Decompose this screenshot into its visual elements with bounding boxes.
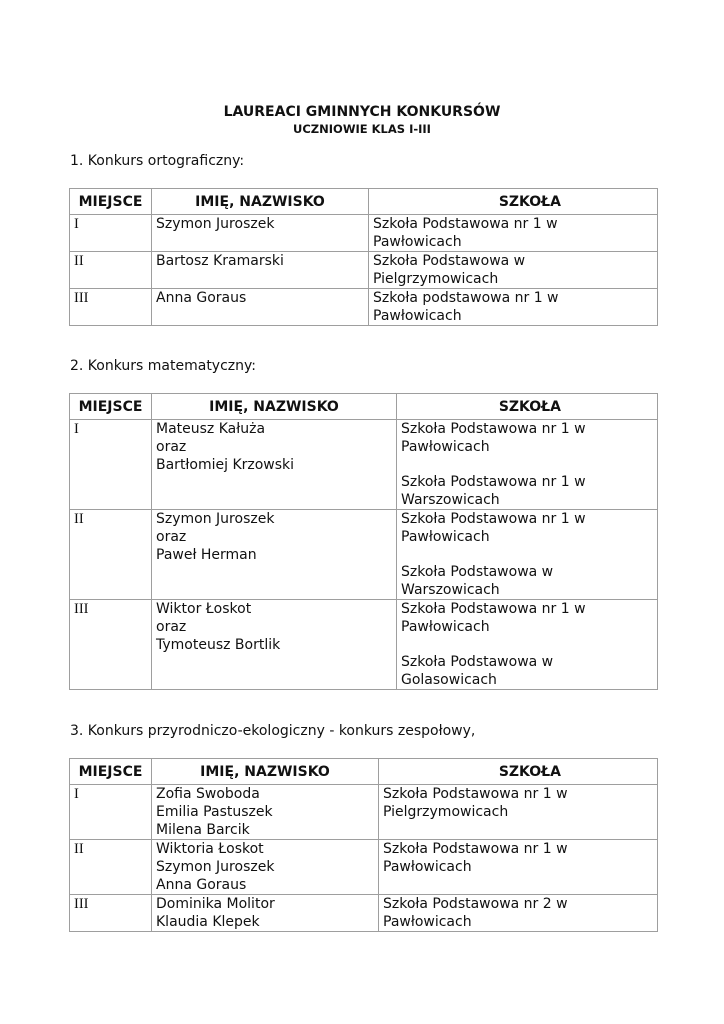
name-line: Milena Barcik (156, 822, 250, 838)
name-cell (152, 895, 379, 932)
column-header-place: MIEJSCE (70, 394, 152, 420)
name-line: oraz (156, 439, 187, 455)
name-cell (152, 785, 379, 840)
name-line: Szymon Juroszek (156, 511, 275, 527)
school-line: Pawłowicach (373, 308, 462, 324)
table-row (70, 289, 658, 326)
name-line: Szymon Juroszek (156, 859, 275, 875)
name-line: Wiktor Łoskot (156, 601, 252, 617)
name-line: Dominika Molitor (156, 896, 275, 912)
name-line: Anna Goraus (156, 290, 247, 306)
column-header-name: IMIĘ, NAZWISKO (152, 759, 379, 785)
name-cell (152, 600, 397, 690)
school-line: Pawłowicach (383, 914, 472, 930)
table-row (70, 252, 658, 289)
place-cell: III (70, 600, 152, 690)
results-table-3 (69, 758, 658, 932)
school-line: Szkoła Podstawowa w (401, 564, 554, 580)
table-row (70, 600, 658, 690)
name-line: Anna Goraus (156, 877, 247, 893)
school-cell (397, 600, 658, 690)
place-cell: II (70, 840, 152, 895)
place-cell: II (70, 510, 152, 600)
school-line: Szkoła Podstawowa nr 1 w (373, 216, 558, 232)
column-header-school: SZKOŁA (397, 394, 658, 420)
school-cell (379, 895, 658, 932)
place-cell: III (70, 289, 152, 326)
school-line: Szkoła Podstawowa w (373, 253, 526, 269)
name-cell (152, 420, 397, 510)
table-row (70, 510, 658, 600)
school-line: Szkoła Podstawowa nr 2 w (383, 896, 568, 912)
school-line: Szkoła podstawowa nr 1 w (373, 290, 559, 306)
name-cell (152, 215, 369, 252)
table-row (70, 895, 658, 932)
results-table-2 (69, 393, 658, 690)
school-line: Pawłowicach (401, 529, 490, 545)
school-line: Szkoła Podstawowa nr 1 w (383, 841, 568, 857)
table-row (70, 785, 658, 840)
school-cell (379, 840, 658, 895)
school-line: Pawłowicach (383, 859, 472, 875)
name-cell (152, 510, 397, 600)
school-line: Pielgrzymowicach (373, 271, 499, 287)
page-title: LAUREACI GMINNYCH KONKURSÓW (223, 104, 501, 120)
school-cell (369, 252, 658, 289)
column-header-name: IMIĘ, NAZWISKO (152, 394, 397, 420)
name-line: Paweł Herman (156, 547, 257, 563)
name-line: Szymon Juroszek (156, 216, 275, 232)
school-cell (397, 510, 658, 600)
section-heading-2: 2. Konkurs matematyczny: (70, 358, 256, 374)
section-heading-1: 1. Konkurs ortograficzny: (70, 153, 245, 169)
place-cell: I (70, 215, 152, 252)
name-cell (152, 252, 369, 289)
table-row (70, 420, 658, 510)
school-cell (379, 785, 658, 840)
column-header-school: SZKOŁA (369, 189, 658, 215)
name-line: Bartłomiej Krzowski (156, 457, 295, 473)
name-line: Bartosz Kramarski (156, 253, 284, 269)
school-line: Warszowicach (401, 582, 500, 598)
school-line: Szkoła Podstawowa nr 1 w (383, 786, 568, 802)
name-line: oraz (156, 619, 187, 635)
name-line: Mateusz Kałuża (156, 421, 266, 437)
section-heading-3: 3. Konkurs przyrodniczo-ekologiczny - konkurs zespołowy, (70, 723, 476, 739)
school-line: Warszowicach (401, 492, 500, 508)
place-cell: I (70, 785, 152, 840)
name-line: Wiktoria Łoskot (156, 841, 264, 857)
place-cell: II (70, 252, 152, 289)
school-line: Szkoła Podstawowa nr 1 w (401, 421, 586, 437)
name-line: Emilia Pastuszek (156, 804, 273, 820)
place-cell: I (70, 420, 152, 510)
name-line: Zofia Swoboda (156, 786, 260, 802)
school-line: Pawłowicach (401, 439, 490, 455)
column-header-place: MIEJSCE (70, 189, 152, 215)
school-line: Szkoła Podstawowa nr 1 w (401, 474, 586, 490)
column-header-name: IMIĘ, NAZWISKO (152, 189, 369, 215)
school-line: Szkoła Podstawowa nr 1 w (401, 511, 586, 527)
name-line: Tymoteusz Bortlik (156, 637, 281, 653)
column-header-place: MIEJSCE (70, 759, 152, 785)
name-line: Klaudia Klepek (156, 914, 260, 930)
school-line: Pawłowicach (401, 619, 490, 635)
school-line: Szkoła Podstawowa w (401, 654, 554, 670)
school-cell (369, 215, 658, 252)
name-line: oraz (156, 529, 187, 545)
table-row (70, 840, 658, 895)
school-line: Szkoła Podstawowa nr 1 w (401, 601, 586, 617)
table-row (70, 215, 658, 252)
school-line: Pielgrzymowicach (383, 804, 509, 820)
name-cell (152, 289, 369, 326)
school-line: Pawłowicach (373, 234, 462, 250)
school-cell (397, 420, 658, 510)
place-cell: III (70, 895, 152, 932)
school-cell (369, 289, 658, 326)
page-subtitle: UCZNIOWIE KLAS I-III (293, 122, 431, 136)
name-cell (152, 840, 379, 895)
results-table-1 (69, 188, 658, 326)
column-header-school: SZKOŁA (379, 759, 658, 785)
school-line: Golasowicach (401, 672, 497, 688)
